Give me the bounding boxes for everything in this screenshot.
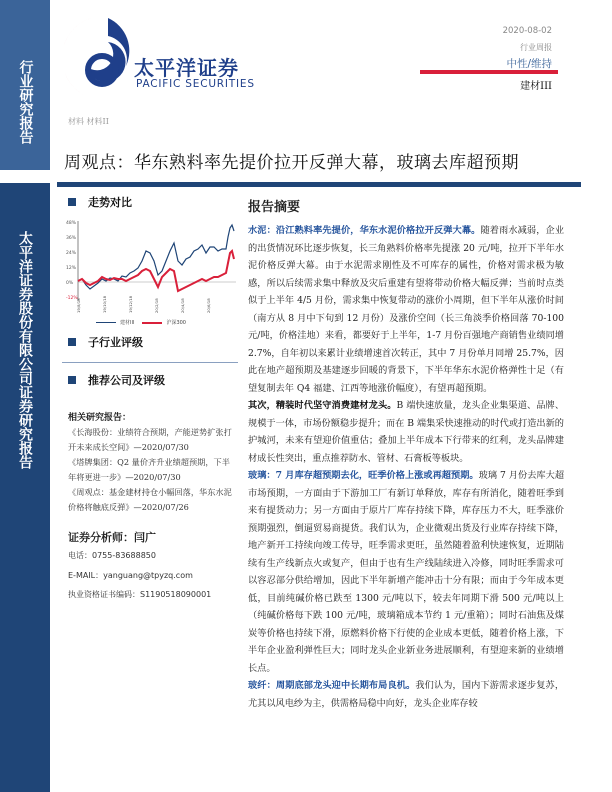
legend-label: 沪深300: [166, 320, 186, 326]
company-report-label: [0, 231, 50, 474]
analyst-license: 执业资格证书编码：S1190518090001: [68, 590, 212, 599]
xtick: 19/12/18: [128, 295, 133, 313]
vertical-text: 行业研究报告: [17, 60, 34, 144]
bullet-square-icon: [68, 198, 76, 206]
sector-label: 建材III: [520, 81, 552, 92]
paragraph-lead: 其次，精装时代坚守消费建材龙头。: [248, 400, 397, 411]
related-report-link[interactable]: 《塔牌集团：Q2 量价齐升业绩超预期，下半年将更进一步》—2020/07/30: [68, 457, 230, 482]
section-divider: [62, 362, 238, 363]
summary-body: [248, 222, 564, 712]
heading-label: 子行业评级: [88, 336, 143, 349]
xtick: 20/4/18: [180, 298, 185, 313]
rating-badge: 中性/维持: [506, 58, 552, 70]
page-title: 周观点：华东熟料率先提价拉开反弹大幕，玻璃去库超预期: [64, 153, 519, 173]
summary-paragraph-consumer: [248, 397, 564, 467]
breadcrumb: 材料 材料II: [68, 117, 109, 126]
title-divider: [57, 182, 581, 187]
report-date: 2020-08-02: [502, 26, 552, 36]
heading-label: 推荐公司及评级: [88, 374, 165, 387]
ytick: 36%: [66, 236, 77, 241]
ytick: 24%: [66, 251, 77, 256]
paragraph-lead: 玻璃：7 月库存超预期去化，旺季价格上涨或再超预期。: [248, 470, 479, 481]
analyst-phone: 电话：0755-83688850: [68, 551, 156, 560]
summary-paragraph-fiberglass: [248, 677, 564, 712]
company-name-cn: 太平洋证券: [134, 56, 239, 80]
related-reports-list: [68, 425, 238, 515]
logo-mark-icon: [64, 10, 134, 105]
report-type: 行业周报: [520, 43, 552, 52]
trend-chart: [64, 213, 239, 321]
ytick: 0%: [66, 281, 74, 286]
report-category-label: [0, 60, 50, 150]
xtick: 20/6/18: [206, 298, 211, 313]
company-name-en: PACIFIC SECURITIES: [136, 78, 255, 90]
bullet-square-icon: [68, 338, 76, 346]
paragraph-body: 玻璃 7 月份去库大超市场预期，一方面由于下游加工厂有新订单释放，库存有所消化，随着旺季到来有提货动力；另一方面由于原片厂库存持续下降，库存压力不大，旺季涨价预期强烈，倒逼贸易商提货。我们认为，企业微观出货及行业库存持续下降，地产新开工持续向竣工传导，旺季需求更旺，虽然随着盈利快速恢复，近期陆续有生产线新点火或复产，但由于也有生产线陆续进入冷修，同时旺季需求可以容忍部分供给增加，因此下半年新增产能冲击十分有限；而由于今年成本更低，目前纯碱价格已跌至 1300 元/吨以下，较去年同期下滑 500 元/吨以上（纯碱价格每下跌 100 元/吨，玻璃箱成本节约 1 元/重箱）；同时石油焦及煤炭等价格也持续下滑，原燃料价格下行使的企业成本更低，随着价格上涨，下半年企业盈利弹性巨大；同时龙头企业新业务进展顺利，有望迎来新的业绩增长点。: [248, 470, 565, 674]
bullet-square-icon: [68, 376, 76, 384]
legend-swatch-red: [142, 322, 162, 324]
related-report-link[interactable]: 《周观点：基金建材持仓小幅回落，华东水泥价格将触底反弹》—2020/07/26: [68, 487, 232, 512]
legend-label: 建材III: [120, 320, 135, 326]
chart-legend: [96, 319, 186, 326]
ytick: -12%: [66, 296, 78, 301]
recommend-heading: [68, 372, 165, 388]
summary-paragraph-cement: [248, 222, 564, 397]
heading-label: 走势对比: [88, 196, 132, 209]
xtick: 19/8/18: [76, 298, 81, 313]
paragraph-body: B 端快速放量，龙头企业集渠道、品牌、规模于一体，市场份额稳步提升；而在 B 端集采快速推动的时代或打造出新的护城河，未来有望迎价值重估；叠加上半年成本下行带来的红利，龙头品牌建材成长性突出，重点推荐防水、管材、石膏板等板块。: [248, 400, 565, 464]
related-report-link[interactable]: 《长海股份：业绩符合预期，产能逆势扩张打开未来成长空间》—2020/07/30: [68, 427, 232, 452]
sidebar-bottom-band: [0, 183, 50, 792]
analyst-name: 证券分析师：闫广: [68, 531, 156, 544]
paragraph-lead: 水泥：沿江熟料率先提价，华东水泥价格拉开反弹大幕。: [248, 225, 481, 236]
xtick: 20/2/18: [154, 298, 159, 313]
company-logo: [64, 10, 264, 100]
sidebar-top-band: [0, 0, 50, 170]
trend-section-heading: [68, 194, 132, 210]
ytick: 12%: [66, 266, 77, 271]
analyst-email[interactable]: E-MAIL：yanguang@tpyzq.com: [68, 571, 193, 580]
xtick: 19/10/18: [102, 295, 107, 313]
header-divider: [420, 70, 558, 74]
summary-paragraph-glass: [248, 467, 564, 677]
paragraph-lead: 玻纤：周期底部龙头迎中长期布局良机。: [248, 680, 416, 691]
paragraph-body: 随着雨水减弱，企业的出货情况环比逐步恢复，长三角熟料价格率先提涨 20 元/吨，拉开下半年水泥价格反弹大幕。由于水泥需求刚性及不可库存的属性，价格对需求极为敏感，所以后续需求集中释放及灾后重建有望将带动价格大幅反弹；当前时点类似于上半年 4/5 月份，需求集中恢复带动的涨价小周期，但下半年从涨价时间（南方从 8 月中下旬到 12 月份）及涨价空间（长三角淡季价格回落 70-100 元/吨，价格洼地）来看，都要好于上半年，1-7 月份百强地产商销售业绩同增 2.7%，自年初以来累计业绩增速首次转正，其中 7 月份单月同增 25.7%，因此在地产超预期及基建逐步回暖的背景下，下半年华东水泥价格弹性十足（有望复制去年 Q4 福建、江西等地涨价幅度），有望再超预期。: [248, 225, 565, 394]
related-reports-title: 相关研究报告：: [68, 413, 132, 423]
vertical-text: 太平洋证券股份有限公司证券研究报告: [17, 231, 33, 469]
summary-heading: 报告摘要: [248, 200, 301, 215]
subindustry-rating-heading: [68, 334, 143, 350]
paragraph-body: 我们认为，国内下游需求逐步复苏，尤其以风电纱为主，供需格局稳中向好，龙头企业库存较: [248, 680, 565, 709]
legend-swatch-blue: [96, 322, 116, 324]
ytick: 48%: [66, 221, 77, 226]
line-chart: [64, 213, 239, 321]
